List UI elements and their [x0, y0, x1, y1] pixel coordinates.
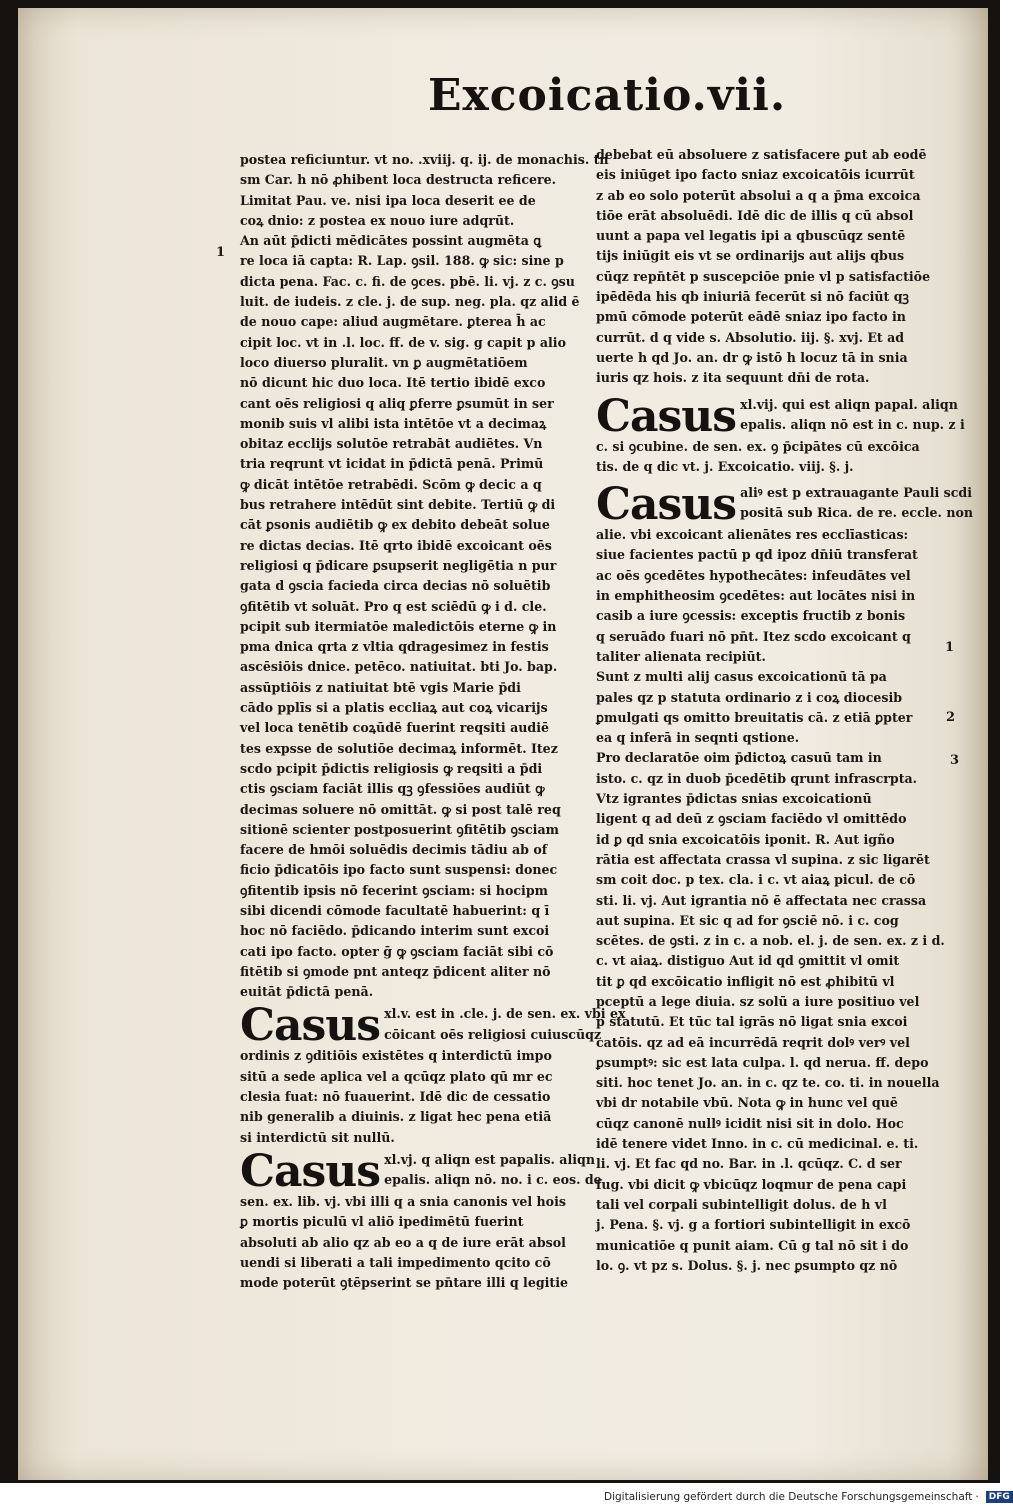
casus-head-lines — [384, 1150, 602, 1191]
text-line: nib generalib a diuinis. z ligat hec pena etiā — [240, 1109, 552, 1125]
text-line: ligent q ad deū z ꝯsciam faciēdo vl omittēdo — [596, 811, 907, 827]
margin-number-right-3: 3 — [950, 753, 960, 768]
text-line: An aūt p̄dicti mēdicātes possint augmēta ꝗ — [240, 233, 542, 249]
text-line: pceptū a lege diuia. sz solū a iure positiuo vel — [596, 993, 920, 1009]
text-line: sitionē scienter postposuerint ꝯfitētib ꝯsciam — [240, 821, 559, 837]
text-line: c. vt aiaꝝ. distiguo Aut id qd ꝯmittit vl omit — [596, 953, 900, 969]
margin-number-right-2: 2 — [946, 710, 956, 725]
text-line: sti. li. vj. Aut igrantia nō ē affectata nec crassa — [596, 892, 927, 908]
text-line: vel loca tenētib coꝝūdē fuerint reqsiti audiē — [240, 720, 549, 736]
casus-head-lines — [740, 483, 973, 524]
text-line: c. si ꝯcubine. de sen. ex. ꝯ p̄cipātes cū excōica — [596, 438, 920, 454]
margin-number-left-1: 1 — [216, 245, 226, 260]
text-line: religiosi q p̄dicare ꝑsupserit negligētia n pur — [240, 557, 557, 573]
text-line: luit. de iudeis. z cle. j. de sup. neg. pla. qz alid ē — [240, 294, 580, 310]
text-line: z ab eo solo poterūt absolui a q a p̄ma excoica — [596, 187, 921, 203]
text-line: Vtz igrantes p̄dictas snias excoicationū — [596, 791, 872, 807]
casus-body-lines — [596, 437, 941, 478]
text-line: ꝯfitētib vt soluāt. Pro q est sciēdū ꝙ i d. cle. — [240, 598, 547, 614]
text-line: decimas soluere nō omittāt. ꝙ si post talē req — [240, 801, 561, 817]
text-line: id ꝑ qd snia excoicatōis iponit. R. Aut igño — [596, 831, 895, 847]
text-line: pma dnica qrta z vltia qdragesimez in festis — [240, 639, 549, 655]
margin-number-right-1: 1 — [945, 640, 955, 655]
text-line: tali vel corpali subintelligit dolus. de h vl — [596, 1196, 887, 1212]
running-head: Excoicatio.vii. — [428, 70, 787, 121]
text-line: currūt. d q vide s. Absolutio. iij. §. xvj. Et ad — [596, 329, 905, 345]
text-line: xl.vij. qui est aliqn papal. aliqn — [740, 396, 958, 412]
text-line: catōis. qz ad eā incurrēdā reqrit dolꝰ verꝰ vel — [596, 1034, 910, 1050]
casus-head-lines — [740, 395, 965, 436]
text-line: si interdictū sit nullū. — [240, 1129, 395, 1145]
text-line: tit ꝑ qd excōicatio infligit nō est ꝓhibitū vl — [596, 973, 895, 989]
text-line: loco diuerso pluralit. vn ꝑ augmētatiōem — [240, 354, 528, 370]
text-line: xl.vj. q aliqn est papalis. aliqn — [384, 1151, 596, 1167]
text-line: cūqz canonē nullꝰ icidit nisi sit in dolo. Hoc — [596, 1115, 904, 1131]
text-line: re loca iā capta: R. Lap. ꝯsil. 188. ꝙ sic: sine p — [240, 253, 564, 269]
text-line: in emphitheosim ꝯcedētes: aut locātes nisi in — [596, 588, 916, 604]
text-line: eis iniūget ipo facto sniaz excoicatōis icurrūt — [596, 167, 915, 183]
text-line: coꝝ dnio: z postea ex nouo iure adqrūt. — [240, 212, 515, 228]
text-line: epalis. aliqn nō. no. i c. eos. de — [384, 1172, 602, 1188]
text-line: scētes. de ꝯsti. z in c. a nob. el. j. de sen. ex. z i d. — [596, 933, 945, 949]
text-line: ꝑ mortis piculū vl aliō ipedimētū fuerint — [240, 1214, 524, 1230]
text-line: ac oēs ꝯcedētes hypothecātes: infeudātes vel — [596, 567, 911, 583]
text-line: ficio p̄dicatōis ipo facto sunt suspensi: donec — [240, 862, 558, 878]
text-line: facere de hmōi soluēdis decimis tādiu ab of — [240, 842, 548, 858]
text-line: scdo pcipit p̄dictis religiosis ꝙ reqsiti a p̄di — [240, 760, 543, 776]
text-line: fitētib si ꝯmode pnt anteqz p̄dicent aliter nō — [240, 963, 551, 979]
text-line: sitū a sede aplica vel a qcūqz plato qū mr ec — [240, 1068, 553, 1084]
right-column-body — [596, 145, 941, 389]
text-line: clesia fuat: nō fuauerint. Idē dic de cessatio — [240, 1089, 551, 1105]
text-line: sen. ex. lib. vj. vbi illi q a snia canonis vel hois — [240, 1193, 566, 1209]
text-line: euitāt p̄dictā penā. — [240, 984, 374, 1000]
text-line: sibi dicendi cōmode facultatē habuerint: q ī — [240, 902, 550, 918]
text-line: cāt ꝑsonis audiētib ꝙ ex debito debeāt solue — [240, 517, 550, 533]
casus-block-47 — [596, 390, 965, 442]
text-line: ꝑmulgati qs omitto breuitatis cā. z etiā ꝑpter — [596, 709, 913, 725]
casus-head-lines — [384, 1004, 625, 1045]
text-line: re dictas decias. Itē qrto ibidē excoicant oēs — [240, 537, 552, 553]
text-line: idē tenere videt Inno. in c. cū medicinal. e. ti. — [596, 1136, 919, 1152]
casus-body-lines — [596, 525, 941, 667]
dfg-logo: DFG — [986, 1491, 1013, 1503]
text-line: gata d ꝯscia facieda circa decias nō soluētib — [240, 578, 551, 594]
text-line: bus retrahere intēdūt sint debite. Tertiū ꝙ di — [240, 497, 556, 513]
text-line: xl.v. est in .cle. j. de sen. ex. vbi ex — [384, 1006, 626, 1022]
text-line: li. vj. Et fac qd no. Bar. in .l. qcūqz. C. d ser — [596, 1156, 902, 1172]
text-line: assūptiōis z natiuitat btē vgis Marie p̄di — [240, 679, 521, 695]
text-line: cipit loc. vt in .l. loc. ff. de v. sig. g capit p alio — [240, 334, 566, 350]
text-line: aut supina. Et sic q ad for ꝯsciē nō. i c. cog — [596, 912, 899, 928]
text-line: cati ipo facto. opter ḡ ꝙ ꝯsciam faciāt sibi cō — [240, 943, 554, 959]
text-line: alie. vbi excoicant alienātes res ecclīasticas: — [596, 527, 909, 543]
text-line: ctis ꝯsciam faciāt illis qꝫ ꝯfessiōes audiūt ꝙ — [240, 781, 545, 797]
text-line: municatiōe q punit aiam. Cū g tal nō sit i do — [596, 1237, 909, 1253]
text-line: Limitat Pau. ve. nisi ipa loca deserit ee de — [240, 192, 536, 208]
text-line: iuris qz hois. z ita sequunt dn̄i de rota. — [596, 370, 870, 386]
text-line: casib a iure ꝯcessis: exceptis fructib z bonis — [596, 608, 906, 624]
text-line: isto. c. qz in duob p̄cedētib qrunt infrascrpta. — [596, 770, 918, 786]
casus-initial: Casus — [596, 479, 737, 531]
text-line: p statutū. Et tūc tal igrās nō ligat snia excoi — [596, 1014, 908, 1030]
left-column — [240, 150, 626, 1293]
text-line: debebat eū absoluere z satisfacere ꝑut ab eodē — [596, 147, 927, 162]
text-line: cūqz repn̄tēt p suscepciōe pnie vl p satisfactiōe — [596, 268, 931, 284]
text-line: siti. hoc tenet Jo. an. in c. qz te. co. ti. in nouella — [596, 1075, 940, 1091]
digitization-footer — [604, 1489, 1013, 1505]
text-line: postea reficiuntur. vt no. .xviij. q. ij. de monachis. tn — [240, 152, 609, 167]
text-line: sm Car. h nō ꝓhibent loca destructa reficere. — [240, 172, 557, 188]
right-column — [596, 145, 974, 1276]
text-line: j. Pena. §. vj. g a fortiori subintelligit in excō — [596, 1217, 911, 1233]
text-line: fug. vbi dicit ꝙ vbicūqz loqmur de pena capi — [596, 1176, 907, 1192]
left-column-body — [240, 150, 609, 1002]
text-line: ꝑsumptꝰ: sic est lata culpa. l. qd nerua. ff. depo — [596, 1054, 929, 1070]
text-line: cant oēs religiosi q aliq ꝑferre ꝑsumūt in ser — [240, 395, 554, 411]
text-line: aliꝰ est p extrauagante Pauli scdi — [740, 485, 973, 501]
text-line: de nouo cape: aliud augmētare. ꝑterea h̄ ac — [240, 314, 546, 330]
text-line: Sunt z multi alij casus excoicationū tā pa — [596, 669, 887, 685]
text-line: ꝯfitentib ipsis nō fecerint ꝯsciam: si hocipm — [240, 882, 548, 898]
text-line: hoc nō faciēdo. p̄dicando interim sunt excoi — [240, 923, 550, 939]
text-line: ordinis z ꝯditiōis existētes q interdictū impo — [240, 1048, 552, 1064]
casus-initial: Casus — [240, 1145, 381, 1197]
text-line: taliter alienata recipiūt. — [596, 648, 766, 664]
text-line: tria reqrunt vt icidat in p̄dictā penā. Primū — [240, 456, 544, 472]
footer-text: Digitalisierung gefördert durch die Deutsche Forschungsgemeinschaft — [604, 1491, 973, 1503]
text-line: ꝙ dicāt intētōe retrabēdi. Scōm ꝙ decic a q — [240, 476, 542, 492]
text-line: epalis. aliqn nō est in c. nup. z i — [740, 416, 965, 432]
text-line: uerte h qd Jo. an. dr ꝙ istō h locuz tā in snia — [596, 349, 908, 365]
text-line: ea q inferā in seqnti qstione. — [596, 730, 800, 746]
text-line: absoluti ab alio qz ab eo a q de iure erāt absol — [240, 1234, 566, 1250]
casus-block-46 — [240, 1145, 602, 1197]
text-line: monib suis vl alibi ista intētōe vt a decimaꝝ — [240, 415, 547, 431]
text-line: cōicant oēs religiosi cuiuscūqz — [384, 1026, 602, 1042]
text-line: obitaz ecclijs solutōe retrabāt audiētes. Vn — [240, 436, 543, 452]
text-line: nō dicunt hic duo loca. Itē tertio ibidē exco — [240, 375, 546, 391]
casus-initial: Casus — [596, 390, 737, 442]
text-line: uunt a papa vel legatis ipi a qbuscūqz sentē — [596, 228, 906, 244]
casus-body-lines — [240, 1046, 580, 1147]
casus-block-48 — [596, 479, 974, 531]
casus-initial: Casus — [240, 1000, 381, 1052]
text-line: ipēdēda his qb iniuriā fecerūt si nō faciūt qꝫ — [596, 289, 909, 305]
text-line: dicta pena. Fac. c. fi. de ꝯces. pbē. li. vj. z c. ꝯsu — [240, 273, 575, 289]
text-line: pcipit sub itermiatōe maledictōis eterne ꝙ in — [240, 618, 557, 634]
casus-block-45 — [240, 1000, 626, 1052]
footer-separator: · — [975, 1491, 979, 1503]
text-line: positā sub Rica. de re. eccle. non — [740, 505, 974, 521]
text-line: vbi dr notabile vbū. Nota ꝙ in hunc vel quē — [596, 1095, 898, 1111]
text-line: tis. de q dic vt. j. Excoicatio. viij. §. j. — [596, 458, 854, 474]
text-line: sm coit doc. p tex. cla. i c. vt aiaꝝ picul. de cō — [596, 872, 916, 888]
text-line: uendi si liberati a tali impedimento qcito cō — [240, 1254, 551, 1270]
casus-body-lines — [240, 1192, 580, 1293]
text-line: lo. ꝯ. vt pz s. Dolus. §. j. nec ꝑsumpto qz nō — [596, 1257, 898, 1273]
right-column-continuation — [596, 667, 945, 1276]
text-line: tijs iniūgit eis vt se ordinarijs aut alijs qbus — [596, 248, 905, 264]
text-line: ascēsiōis dnice. petēco. natiuitat. bti Jo. bap. — [240, 659, 558, 675]
text-line: rātia est affectata crassa vl supina. z sic ligarēt — [596, 851, 930, 867]
text-line: cādo pplīs si a platis eccliaꝝ aut coꝝ vicarijs — [240, 700, 548, 716]
text-line: Pro declaratōe oim p̄dictoꝝ casuū tam in — [596, 750, 882, 766]
text-line: siue facientes pactū p qd ipoz dn̄iū transferat — [596, 547, 918, 563]
text-line: pmū cōmode poterūt eādē sniaz ipo facto in — [596, 309, 906, 325]
text-line: pales qz p statuta ordinario z i coꝝ diocesib — [596, 689, 903, 705]
text-line: tes expsse de solutiōe decimaꝝ informēt. Itez — [240, 740, 558, 756]
text-line: mode poterūt ꝯtēpserint se pn̄tare illi q legitie — [240, 1275, 569, 1291]
text-line: q seruādo fuari nō pn̄t. Itez scdo excoicant q — [596, 628, 911, 644]
text-line: tiōe erāt absoluēdi. Idē dic de illis q cū absol — [596, 207, 914, 223]
